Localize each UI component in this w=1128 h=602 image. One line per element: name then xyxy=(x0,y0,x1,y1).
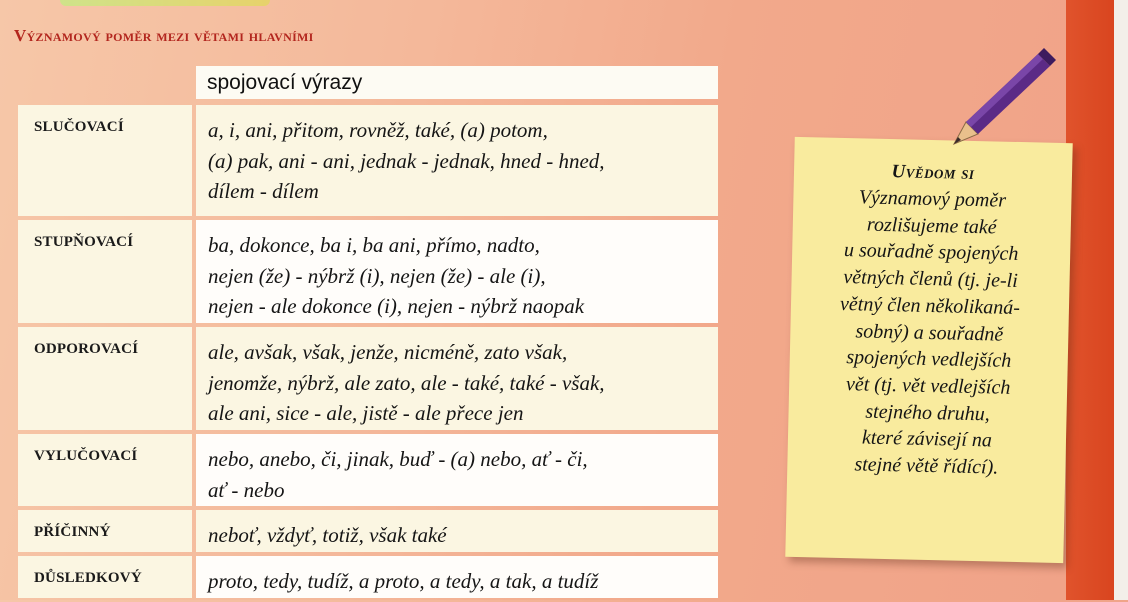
phrase-line: ať - nebo xyxy=(208,477,285,502)
table-row xyxy=(18,434,718,506)
phrase-line: nejen - ale dokonce (i), nejen - nýbrž naopak xyxy=(208,294,585,318)
note-title: Uvědom si xyxy=(891,161,975,184)
phrase-line: a, i, ani, přitom, rovněž, také, (a) potom, xyxy=(208,118,548,142)
relation-type: DŮSLEDKOVÝ xyxy=(18,556,192,598)
table-row xyxy=(18,105,718,216)
pencil-icon xyxy=(926,40,1076,160)
conjunction-phrases xyxy=(196,510,718,552)
conjunction-phrases xyxy=(196,556,718,598)
phrase-line: nebo, anebo, či, jinak, buď - (a) nebo, ať - či, xyxy=(208,447,588,471)
phrase-line: nejen (že) - nýbrž (i), nejen (že) - ale (i), xyxy=(208,263,546,288)
relation-type: STUPŇOVACÍ xyxy=(18,220,192,323)
conjunction-table xyxy=(18,105,718,602)
phrase-line: ale, avšak, však, jenže, nicméně, zato však, xyxy=(208,340,568,364)
conjunction-phrases xyxy=(196,434,718,506)
table-row xyxy=(18,327,718,430)
conjunction-phrases xyxy=(196,105,718,216)
top-decoration xyxy=(60,0,270,6)
phrase-line: ale ani, sice - ale, jistě - ale přece jen xyxy=(208,401,524,425)
conjunction-phrases xyxy=(196,327,718,430)
table-row xyxy=(18,220,718,323)
relation-type: VYLUČOVACÍ xyxy=(18,434,192,506)
table-row xyxy=(18,556,718,598)
column-header: spojovací výrazy xyxy=(196,66,718,99)
page-title: Významový poměr mezi větami hlavními xyxy=(14,26,314,45)
phrase-line: neboť, vždyť, totiž, však také xyxy=(208,523,447,547)
page-edge xyxy=(1114,0,1128,600)
phrase-line: ba, dokonce, ba i, ba ani, přímo, nadto, xyxy=(208,233,540,257)
relation-type: SLUČOVACÍ xyxy=(18,105,192,216)
conjunction-phrases xyxy=(196,220,718,323)
phrase-line: proto, tedy, tudíž, a proto, a tedy, a tak, a tudíž xyxy=(208,569,599,593)
relation-type: PŘÍČINNÝ xyxy=(18,510,192,552)
note-text: Významový poměr rozlišujeme také u souřadně spojených větných členů (tj. je-li větný člen několikaná- sobný) a souřadně spojených vedlejších vět (tj. vět vedlejších stejného druhu, které závisejí na stejné větě řídící). xyxy=(839,186,1021,479)
phrase-line: jenomže, nýbrž, ale zato, ale - také, také - však, xyxy=(208,370,605,395)
phrase-line: dílem - dílem xyxy=(208,179,319,203)
relation-type: ODPOROVACÍ xyxy=(18,327,192,430)
phrase-line: (a) pak, ani - ani, jednak - jednak, hned - hned, xyxy=(208,148,605,173)
sticky-note xyxy=(785,137,1072,563)
table-row xyxy=(18,510,718,552)
